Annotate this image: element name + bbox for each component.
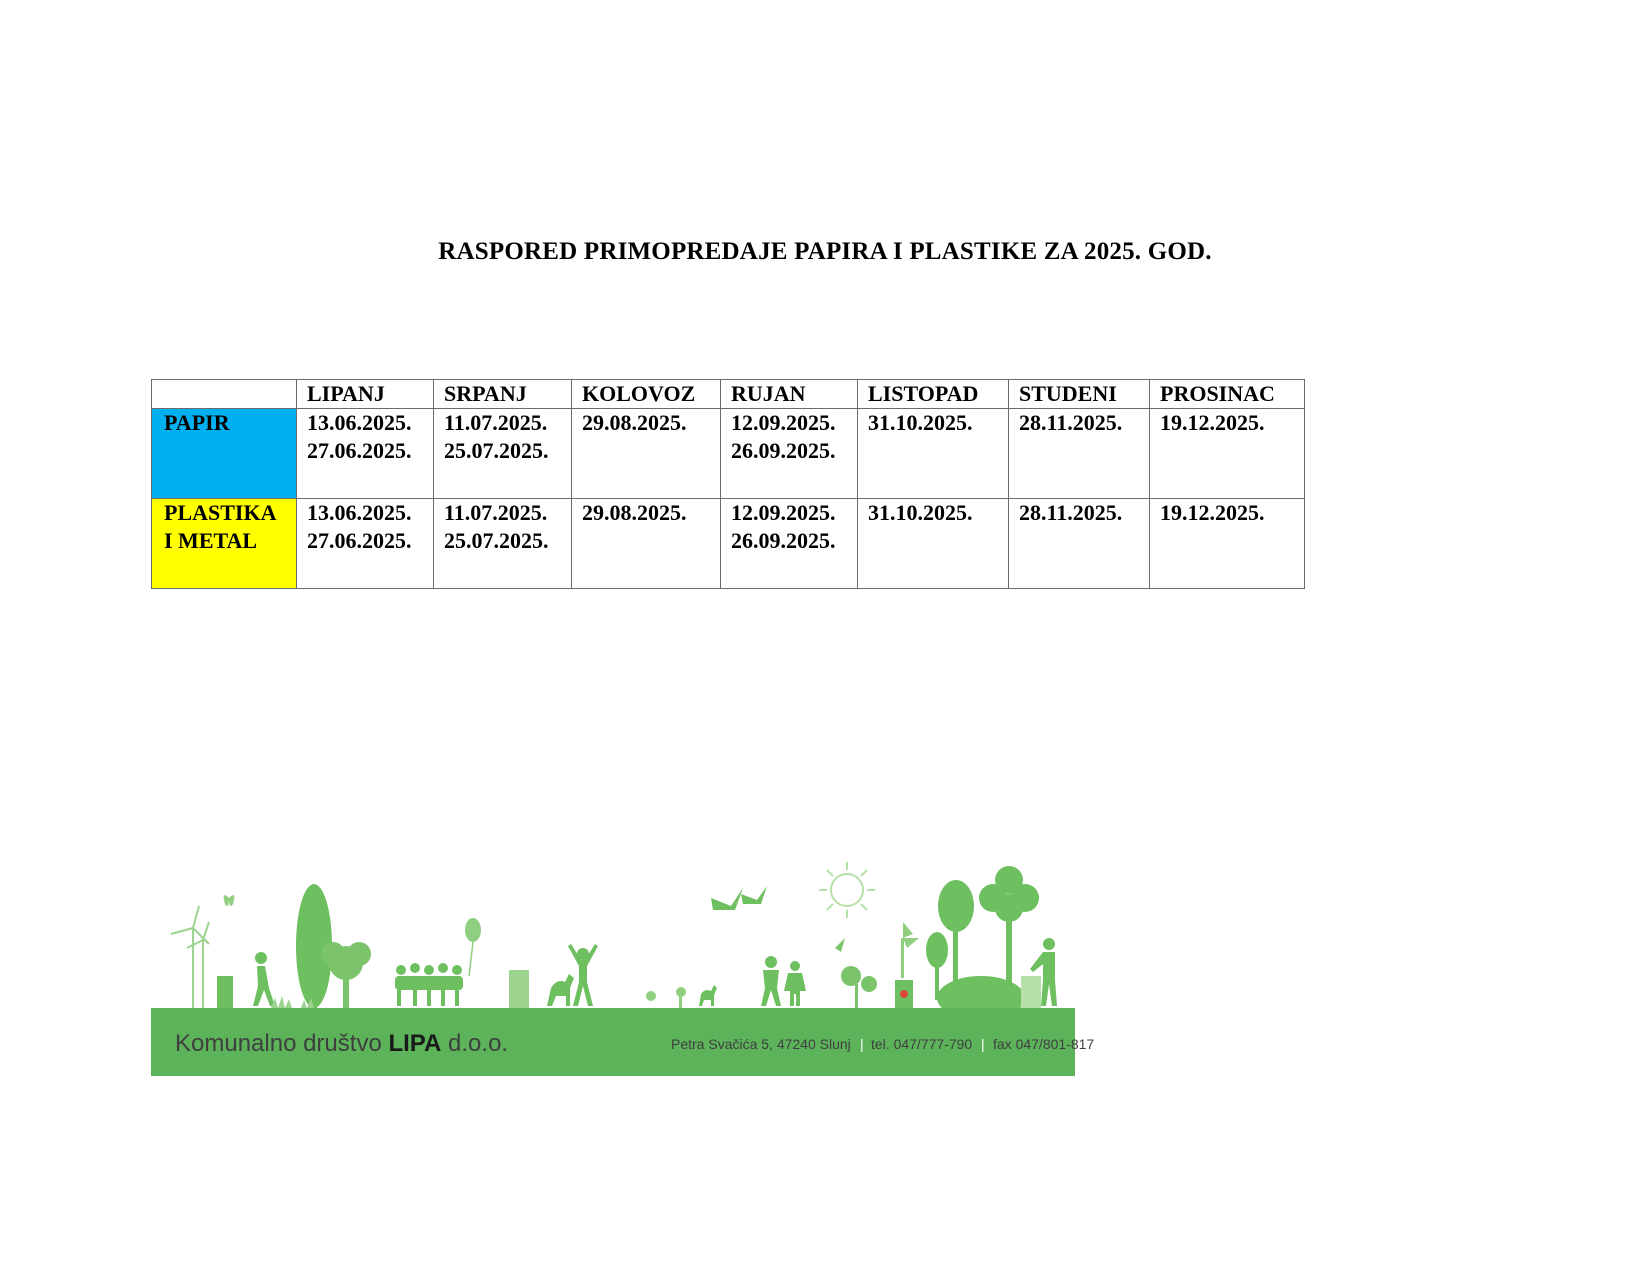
date-value: 19.12.2025. [1160, 410, 1265, 435]
date-cell [1009, 409, 1150, 499]
date-cell [297, 409, 434, 499]
person-walking-icon [253, 952, 275, 1006]
date-value: 27.06.2025. [307, 528, 412, 553]
row-label-plastika-metal [152, 499, 297, 589]
date-value: 25.07.2025. [444, 528, 549, 553]
date-value: 19.12.2025. [1160, 500, 1265, 525]
month-header: SRPANJ [434, 380, 572, 409]
month-header: LISTOPAD [858, 380, 1009, 409]
date-value: 12.09.2025. [731, 500, 836, 525]
month-header: KOLOVOZ [572, 380, 721, 409]
date-value: 26.09.2025. [731, 528, 836, 553]
company-address: Petra Svačića 5, 47240 Slunj [671, 1036, 851, 1052]
recycle-bin-icon [217, 976, 233, 1008]
date-value: 31.10.2025. [868, 500, 973, 525]
company-footer-banner [151, 858, 1095, 1076]
bird-icon [711, 886, 767, 910]
date-value: 11.07.2025. [444, 410, 548, 435]
pinwheel-icon [901, 922, 919, 978]
balloon-icon [465, 918, 481, 976]
children-group-icon [395, 963, 463, 1006]
company-fax: fax 047/801-817 [993, 1036, 1095, 1052]
month-header: LIPANJ [297, 380, 434, 409]
date-value: 11.07.2025. [444, 500, 548, 525]
month-header: PROSINAC [1150, 380, 1305, 409]
date-cell [721, 499, 858, 589]
person-cheering-icon [568, 944, 598, 1006]
row-label-text: PAPIR [164, 410, 230, 435]
date-cell [434, 409, 572, 499]
date-value: 25.07.2025. [444, 438, 549, 463]
date-value: 13.06.2025. [307, 410, 412, 435]
date-cell [434, 499, 572, 589]
date-cell [858, 499, 1009, 589]
collection-schedule-table [151, 379, 1305, 589]
separator: | [860, 1036, 864, 1052]
row-label-papir [152, 409, 297, 499]
date-cell [572, 499, 721, 589]
date-cell [1150, 409, 1305, 499]
company-suffix: d.o.o. [448, 1030, 509, 1057]
date-value: 27.06.2025. [307, 438, 412, 463]
sun-icon [819, 862, 875, 918]
date-cell [858, 409, 1009, 499]
date-value: 29.08.2025. [582, 500, 687, 525]
dog-icon [699, 985, 717, 1006]
company-prefix: Komunalno društvo [175, 1030, 382, 1057]
header-row [152, 380, 1305, 409]
table-row-papir [152, 409, 1305, 499]
date-cell [297, 499, 434, 589]
date-value: 28.11.2025. [1019, 410, 1123, 435]
document-title: RASPORED PRIMOPREDAJE PAPIRA I PLASTIKE ZA 2025. GOD. [438, 238, 1212, 265]
date-cell [1150, 499, 1305, 589]
butterfly-icon [224, 895, 235, 906]
plant-icon [646, 987, 686, 1008]
eco-illustration [171, 862, 1057, 1020]
date-value: 26.09.2025. [731, 438, 836, 463]
date-cell [572, 409, 721, 499]
table-row-plastika [152, 499, 1305, 589]
company-name [175, 1030, 508, 1057]
dog-icon [547, 974, 574, 1006]
month-header: RUJAN [721, 380, 858, 409]
date-value: 29.08.2025. [582, 410, 687, 435]
plant-icon [835, 938, 877, 1008]
separator: | [981, 1036, 985, 1052]
date-value: 28.11.2025. [1019, 500, 1123, 525]
month-header: STUDENI [1009, 380, 1150, 409]
company-brand: LIPA [388, 1030, 442, 1057]
wind-turbine-icon [171, 906, 209, 1008]
date-value: 12.09.2025. [731, 410, 836, 435]
recycle-bin-icon [509, 970, 529, 1008]
family-icon [761, 956, 806, 1006]
date-value: 13.06.2025. [307, 500, 412, 525]
row-label-text: PLASTIKA [164, 500, 277, 525]
date-cell [721, 409, 858, 499]
corner-cell [152, 380, 297, 409]
recycle-bin-icon [895, 980, 913, 1008]
person-recycling-icon [1021, 938, 1057, 1008]
date-cell [1009, 499, 1150, 589]
row-label-text: I METAL [164, 528, 258, 553]
company-phone: tel. 047/777-790 [871, 1036, 973, 1052]
date-value: 31.10.2025. [868, 410, 973, 435]
